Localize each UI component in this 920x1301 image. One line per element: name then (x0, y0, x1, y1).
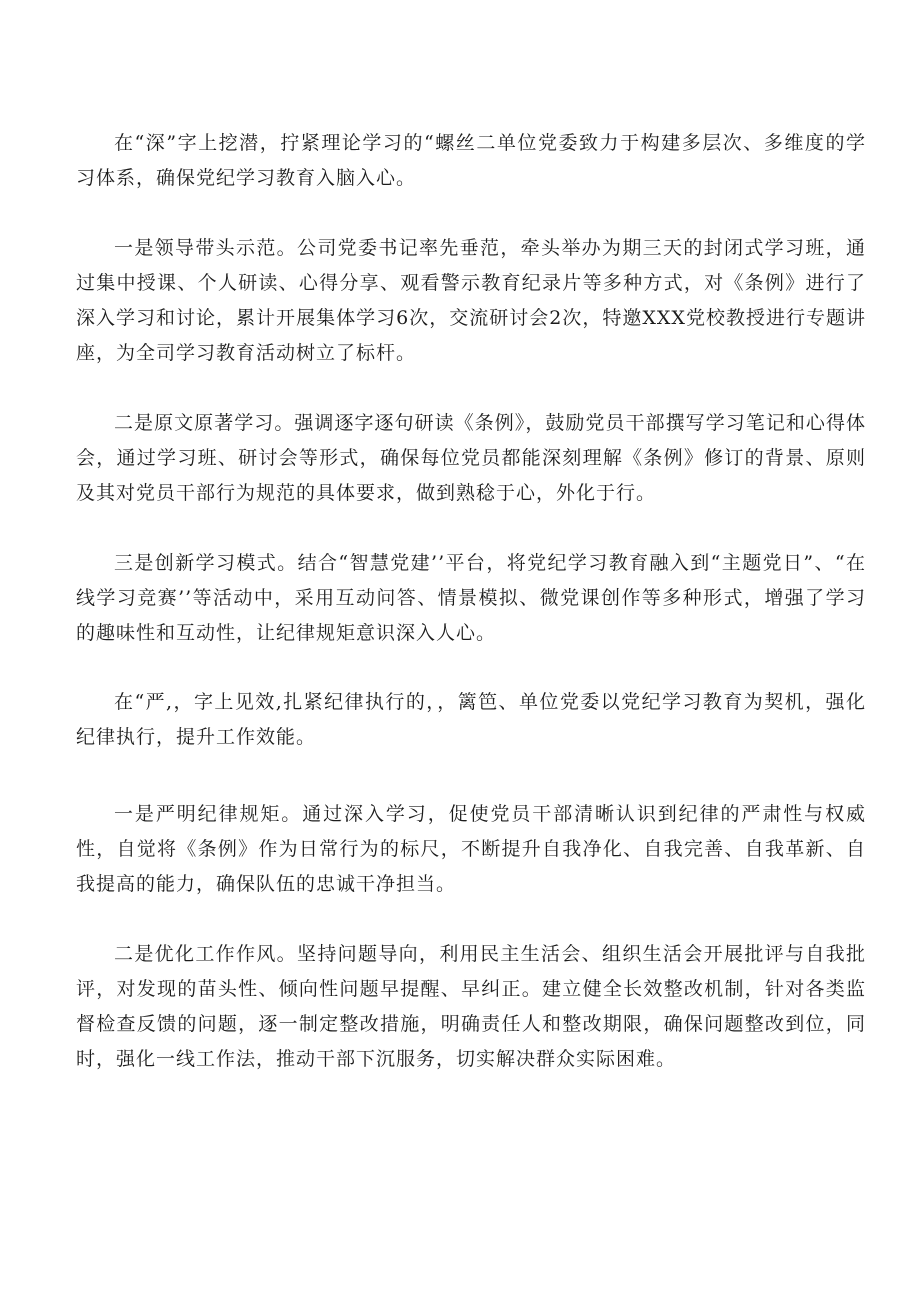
paragraph-strict-discipline: 在“严,，字上见效,扎紧纪律执行的，，篱笆、单位党委以党纪学习教育为契机，强化纪律执行，提升工作效能。 (76, 691, 866, 748)
paragraph-innovative-learning: 三是创新学习模式。结合“智慧党建’’平台，将党纪学习教育融入到“主题党日”、“在线学习竞赛’’等活动中，采用互动问答、情景模拟、微党课创作等多种形式，增强了学习的趣味性和互动性，让纪律规矩意识深入人心。 (76, 552, 866, 644)
paragraph-clear-rules: 一是严明纪律规矩。通过深入学习，促使党员干部清晰认识到纪律的严肃性与权威性，自觉将《条例》作为日常行为的标尺，不断提升自我净化、自我完善、自我革新、自我提高的能力，确保队伍的忠诚干净担当。 (76, 803, 866, 895)
paragraph-leadership-example: 一是领导带头示范。公司党委书记率先垂范，牵头举办为期三天的封闭式学习班，通过集中授课、个人研读、心得分享、观看警示教育纪录片等多种方式，对《条例》进行了深入学习和讨论，累计开展集体学习6次，交流研讨会2次，特邀XXX党校教授进行专题讲座，为全司学习教育活动树立了标杆。 (76, 237, 866, 364)
paragraph-deep-study: 在“深”字上挖潜，拧紧理论学习的“螺丝二单位党委致力于构建多层次、多维度的学习体系，确保党纪学习教育入脑入心。 (76, 132, 866, 189)
paragraph-original-text-study: 二是原文原著学习。强调逐字逐句研读《条例》，鼓励党员干部撰写学习笔记和心得体会，通过学习班、研讨会等形式，确保每位党员都能深刻理解《条例》修订的背景、原则及其对党员干部行为规范的具体要求，做到熟稔于心，外化于行。 (76, 412, 866, 504)
paragraph-work-style: 二是优化工作作风。坚持问题导向，利用民主生活会、组织生活会开展批评与自我批评，对发现的苗头性、倾向性问题早提醒、早纠正。建立健全长效整改机制，针对各类监督检查反馈的问题，逐一制定整改措施，明确责任人和整改期限，确保问题整改到位，同时，强化一线工作法，推动干部下沉服务，切实解决群众实际困难。 (76, 943, 866, 1070)
